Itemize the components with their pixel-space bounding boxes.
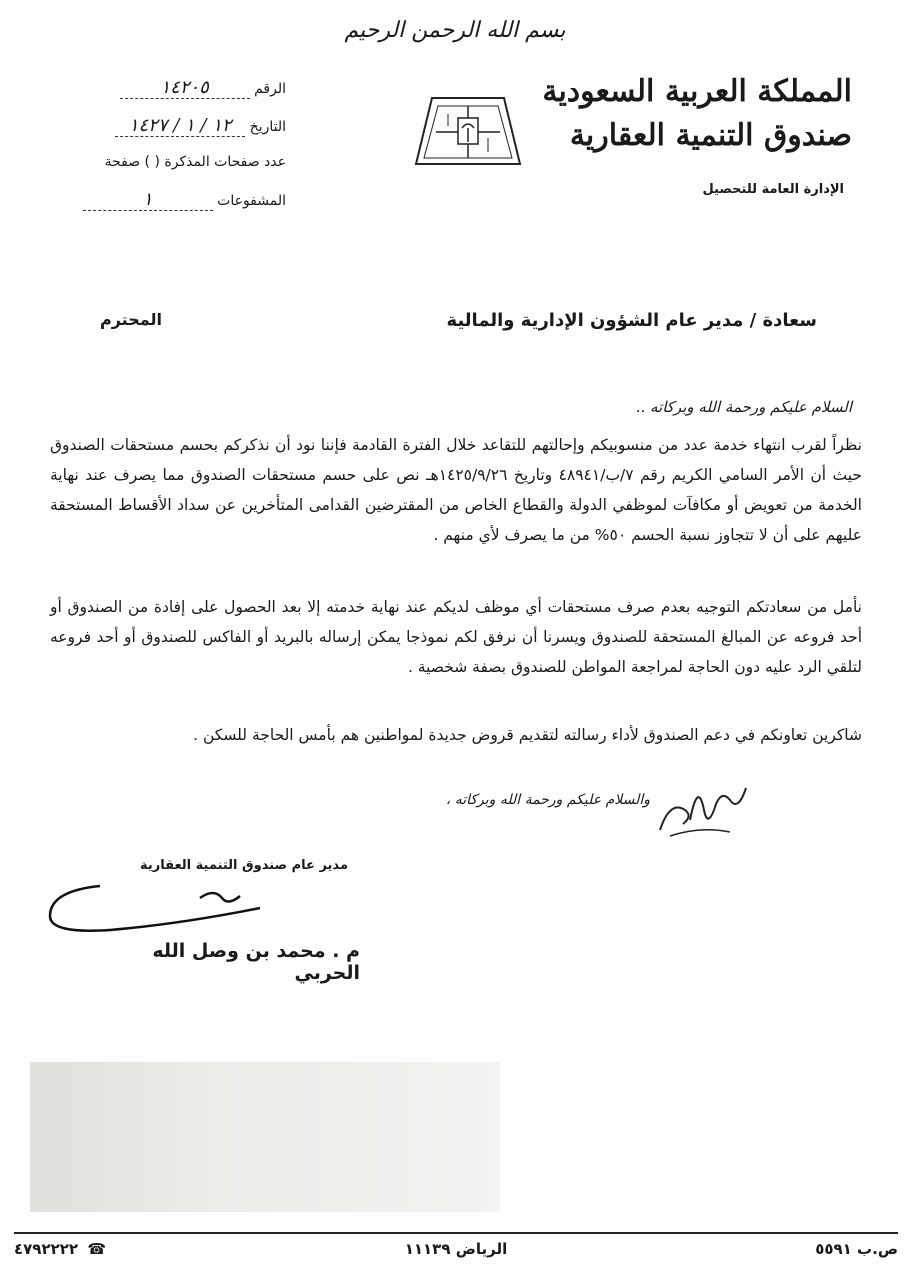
kingdom-name: المملكة العربية السعودية <box>542 74 852 109</box>
city-postal-code: الرياض ١١١٣٩ <box>404 1240 508 1258</box>
signature-icon <box>40 876 270 936</box>
po-box: ص.ب ٥٥٩١ <box>815 1240 898 1258</box>
basmala: بسم الله الرحمن الرحيم <box>344 18 566 43</box>
date-row <box>26 116 286 137</box>
page-count: عدد صفحات المذكرة ( ) صفحة <box>104 154 286 170</box>
body-paragraph-3: شاكرين تعاونكم في دعم الصندوق لأداء رسالته لتقديم قروض جديدة لمواطنين هم بأمس الحاجة للسكن . <box>193 726 862 744</box>
body-paragraph-1: نظراً لقرب انتهاء خدمة عدد من منسوبيكم وإحالتهم للتقاعد خلال الفترة القادمة فإننا نود أن نذكركم بحسم مستحقات الصندوق حيث أن الأمر السامي الكريم رقم ٧/ب/٤٨٩٤١ وتاريخ ١٤٢٥/٩/٢٦هـ نص على حسم مستحقات الصندوق مما يصرف عند نهاية الخدمة من تعويض أو مكافآت لموظفي الدولة والقطاع الخاص من المقترضين القدامى المتأخرين عن سداد الأقساط المستحقة عليهم على أن لا تتجاوز نسبة الحسم ٥٠% من ما يصرف لأي منهم . <box>50 436 862 544</box>
signatory-name: م . محمد بن وصل الله الحربي <box>152 940 360 984</box>
respected-salutation: المحترم <box>100 310 162 329</box>
date-label: التاريخ <box>249 119 286 135</box>
reference-number-label: الرقم <box>254 81 286 97</box>
footer-divider <box>14 1232 898 1234</box>
closing-greeting: والسلام عليكم ورحمة الله وبركاته ، <box>445 792 650 808</box>
fund-logo-icon <box>408 88 528 168</box>
fund-name: صندوق التنمية العقارية <box>569 118 852 153</box>
reference-number-value: ١٤٢٠٥ <box>120 78 250 99</box>
date-value: ١٢ / ١ / ١٤٢٧ <box>115 116 245 137</box>
telephone-icon: ☎ <box>87 1240 107 1258</box>
phone-number-row <box>14 1240 184 1258</box>
redacted-stamp-area <box>30 1062 500 1212</box>
phone-number: ٤٧٩٢٢٢٢ <box>14 1240 79 1258</box>
attachments-value: ١ <box>83 190 213 211</box>
signatory-title: مدير عام صندوق التنمية العقارية <box>139 858 348 873</box>
attachments-row <box>26 190 286 211</box>
greeting: السلام عليكم ورحمة الله وبركاته .. <box>635 398 852 416</box>
reference-number-row <box>26 78 286 99</box>
handwritten-initials-icon <box>650 770 760 840</box>
department-name: الإدارة العامة للتحصيل <box>702 182 844 197</box>
attachments-label: المشفوعات <box>217 193 286 209</box>
addressee: سعادة / مدير عام الشؤون الإدارية والمالية <box>446 310 817 331</box>
body-paragraph-2: نأمل من سعادتكم التوجيه بعدم صرف مستحقات أي موظف لديكم عند نهاية خدمته إلا بعد الحصول على إفادة من الصندوق أو أحد فروعه عن المبالغ المستحقة للصندوق ويسرنا أن نرفق لكم نموذجا يمكن إرساله بالبريد أو الفاكس للصندوق أو أحد فروعه لتلقي الرد عليه دون الحاجة لمراجعة المواطن للصندوق بصفة شخصية . <box>50 598 862 676</box>
